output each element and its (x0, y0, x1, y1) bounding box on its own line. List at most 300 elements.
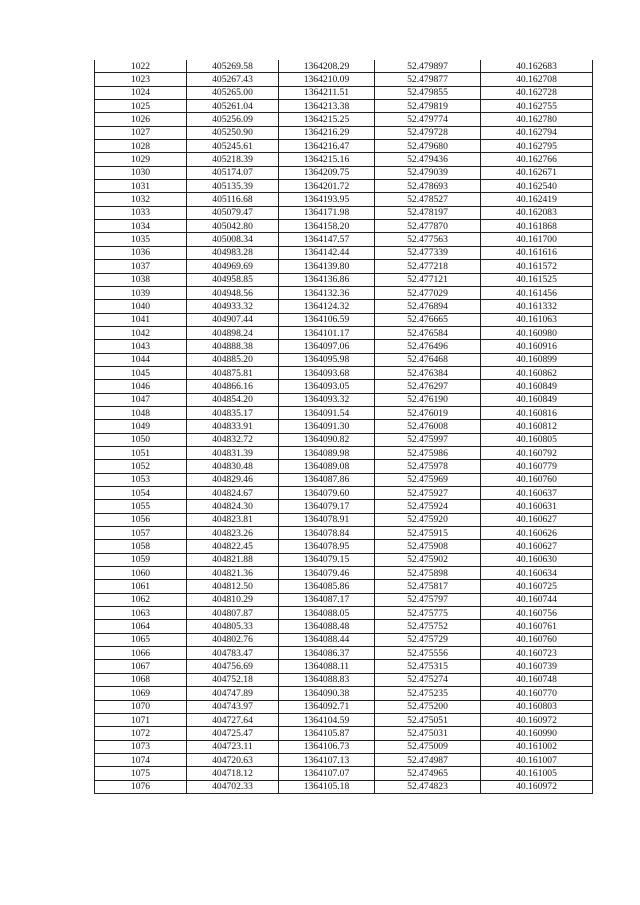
table-row (95, 60, 593, 73)
point-number-cell: 1045 (95, 366, 187, 379)
northing-cell: 1364193.95 (279, 193, 375, 206)
latitude-cell: 52.475986 (375, 446, 481, 459)
point-number-cell: 1052 (95, 460, 187, 473)
point-number-cell: 1041 (95, 313, 187, 326)
northing-cell: 1364089.98 (279, 446, 375, 459)
latitude-cell: 52.475556 (375, 647, 481, 660)
easting-cell: 404983.28 (187, 246, 279, 259)
northing-cell: 1364091.54 (279, 406, 375, 419)
point-number-cell: 1035 (95, 233, 187, 246)
table-row (95, 126, 593, 139)
latitude-cell: 52.475051 (375, 713, 481, 726)
latitude-cell: 52.476019 (375, 406, 481, 419)
table-row (95, 460, 593, 473)
point-number-cell: 1056 (95, 513, 187, 526)
longitude-cell: 40.160779 (481, 460, 593, 473)
table-row (95, 180, 593, 193)
table-row (95, 353, 593, 366)
table-row (95, 153, 593, 166)
table-row (95, 753, 593, 766)
point-number-cell: 1026 (95, 113, 187, 126)
point-number-cell: 1072 (95, 727, 187, 740)
longitude-cell: 40.160627 (481, 540, 593, 553)
northing-cell: 1364097.06 (279, 340, 375, 353)
longitude-cell: 40.160761 (481, 620, 593, 633)
latitude-cell: 52.479877 (375, 73, 481, 86)
latitude-cell: 52.474987 (375, 753, 481, 766)
table-row (95, 433, 593, 446)
longitude-cell: 40.161007 (481, 753, 593, 766)
longitude-cell: 40.162780 (481, 113, 593, 126)
easting-cell: 404888.38 (187, 340, 279, 353)
longitude-cell: 40.160634 (481, 567, 593, 580)
northing-cell: 1364087.17 (279, 593, 375, 606)
latitude-cell: 52.477563 (375, 233, 481, 246)
latitude-cell: 52.479680 (375, 140, 481, 153)
northing-cell: 1364158.20 (279, 220, 375, 233)
northing-cell: 1364093.68 (279, 366, 375, 379)
easting-cell: 404824.30 (187, 500, 279, 513)
latitude-cell: 52.475775 (375, 607, 481, 620)
longitude-cell: 40.161456 (481, 286, 593, 299)
easting-cell: 404830.48 (187, 460, 279, 473)
easting-cell: 404907.44 (187, 313, 279, 326)
easting-cell: 404718.12 (187, 767, 279, 780)
easting-cell: 405245.61 (187, 140, 279, 153)
latitude-cell: 52.479039 (375, 166, 481, 179)
longitude-cell: 40.162419 (481, 193, 593, 206)
northing-cell: 1364107.07 (279, 767, 375, 780)
easting-cell: 405116.68 (187, 193, 279, 206)
longitude-cell: 40.162794 (481, 126, 593, 139)
point-number-cell: 1068 (95, 673, 187, 686)
table-row (95, 580, 593, 593)
table-row (95, 553, 593, 566)
northing-cell: 1364201.72 (279, 180, 375, 193)
point-number-cell: 1047 (95, 393, 187, 406)
point-number-cell: 1040 (95, 300, 187, 313)
easting-cell: 405218.39 (187, 153, 279, 166)
northing-cell: 1364215.25 (279, 113, 375, 126)
easting-cell: 404752.18 (187, 673, 279, 686)
easting-cell: 404810.29 (187, 593, 279, 606)
northing-cell: 1364124.32 (279, 300, 375, 313)
point-number-cell: 1027 (95, 126, 187, 139)
point-number-cell: 1066 (95, 647, 187, 660)
latitude-cell: 52.479728 (375, 126, 481, 139)
latitude-cell: 52.475200 (375, 700, 481, 713)
longitude-cell: 40.162540 (481, 180, 593, 193)
northing-cell: 1364093.32 (279, 393, 375, 406)
latitude-cell: 52.476496 (375, 340, 481, 353)
northing-cell: 1364139.80 (279, 260, 375, 273)
easting-cell: 404727.64 (187, 713, 279, 726)
easting-cell: 404747.89 (187, 687, 279, 700)
latitude-cell: 52.475927 (375, 487, 481, 500)
easting-cell: 405008.34 (187, 233, 279, 246)
point-number-cell: 1029 (95, 153, 187, 166)
longitude-cell: 40.160849 (481, 393, 593, 406)
latitude-cell: 52.475797 (375, 593, 481, 606)
table-row (95, 86, 593, 99)
latitude-cell: 52.477218 (375, 260, 481, 273)
easting-cell: 405042.80 (187, 220, 279, 233)
table-row (95, 673, 593, 686)
table-row (95, 420, 593, 433)
longitude-cell: 40.160980 (481, 326, 593, 339)
point-number-cell: 1044 (95, 353, 187, 366)
point-number-cell: 1064 (95, 620, 187, 633)
easting-cell: 404969.69 (187, 260, 279, 273)
point-number-cell: 1061 (95, 580, 187, 593)
longitude-cell: 40.162708 (481, 73, 593, 86)
longitude-cell: 40.160849 (481, 380, 593, 393)
latitude-cell: 52.475920 (375, 513, 481, 526)
point-number-cell: 1046 (95, 380, 187, 393)
point-number-cell: 1038 (95, 273, 187, 286)
table-row (95, 366, 593, 379)
latitude-cell: 52.476584 (375, 326, 481, 339)
latitude-cell: 52.475969 (375, 473, 481, 486)
northing-cell: 1364095.98 (279, 353, 375, 366)
easting-cell: 404823.26 (187, 527, 279, 540)
point-number-cell: 1051 (95, 446, 187, 459)
longitude-cell: 40.160627 (481, 513, 593, 526)
northing-cell: 1364093.05 (279, 380, 375, 393)
point-number-cell: 1076 (95, 780, 187, 793)
longitude-cell: 40.161005 (481, 767, 593, 780)
latitude-cell: 52.478197 (375, 206, 481, 219)
northing-cell: 1364210.09 (279, 73, 375, 86)
northing-cell: 1364216.47 (279, 140, 375, 153)
northing-cell: 1364106.73 (279, 740, 375, 753)
easting-cell: 404805.33 (187, 620, 279, 633)
easting-cell: 404723.11 (187, 740, 279, 753)
latitude-cell: 52.475915 (375, 527, 481, 540)
latitude-cell: 52.479855 (375, 86, 481, 99)
northing-cell: 1364089.08 (279, 460, 375, 473)
table-row (95, 166, 593, 179)
longitude-cell: 40.160756 (481, 607, 593, 620)
easting-cell: 404854.20 (187, 393, 279, 406)
table-row (95, 260, 593, 273)
longitude-cell: 40.161616 (481, 246, 593, 259)
longitude-cell: 40.161868 (481, 220, 593, 233)
easting-cell: 404725.47 (187, 727, 279, 740)
easting-cell: 404802.76 (187, 633, 279, 646)
point-number-cell: 1042 (95, 326, 187, 339)
latitude-cell: 52.475997 (375, 433, 481, 446)
table-row (95, 113, 593, 126)
table-row (95, 767, 593, 780)
northing-cell: 1364136.86 (279, 273, 375, 286)
latitude-cell: 52.476190 (375, 393, 481, 406)
northing-cell: 1364105.18 (279, 780, 375, 793)
easting-cell: 405256.09 (187, 113, 279, 126)
easting-cell: 404702.33 (187, 780, 279, 793)
table-row (95, 140, 593, 153)
latitude-cell: 52.479774 (375, 113, 481, 126)
table-row (95, 340, 593, 353)
longitude-cell: 40.161332 (481, 300, 593, 313)
point-number-cell: 1036 (95, 246, 187, 259)
point-number-cell: 1062 (95, 593, 187, 606)
easting-cell: 404933.32 (187, 300, 279, 313)
easting-cell: 404885.20 (187, 353, 279, 366)
point-number-cell: 1069 (95, 687, 187, 700)
table-row (95, 380, 593, 393)
northing-cell: 1364079.46 (279, 567, 375, 580)
point-number-cell: 1071 (95, 713, 187, 726)
longitude-cell: 40.160760 (481, 633, 593, 646)
table-row (95, 326, 593, 339)
point-number-cell: 1033 (95, 206, 187, 219)
easting-cell: 404807.87 (187, 607, 279, 620)
easting-cell: 404948.56 (187, 286, 279, 299)
latitude-cell: 52.475729 (375, 633, 481, 646)
latitude-cell: 52.475752 (375, 620, 481, 633)
point-number-cell: 1031 (95, 180, 187, 193)
longitude-cell: 40.160760 (481, 473, 593, 486)
longitude-cell: 40.160899 (481, 353, 593, 366)
table-row (95, 540, 593, 553)
table-row (95, 727, 593, 740)
longitude-cell: 40.160916 (481, 340, 593, 353)
latitude-cell: 52.476297 (375, 380, 481, 393)
easting-cell: 404958.85 (187, 273, 279, 286)
northing-cell: 1364209.75 (279, 166, 375, 179)
latitude-cell: 52.475898 (375, 567, 481, 580)
latitude-cell: 52.476008 (375, 420, 481, 433)
point-number-cell: 1028 (95, 140, 187, 153)
northing-cell: 1364104.59 (279, 713, 375, 726)
longitude-cell: 40.162671 (481, 166, 593, 179)
northing-cell: 1364079.60 (279, 487, 375, 500)
table-row (95, 246, 593, 259)
northing-cell: 1364086.37 (279, 647, 375, 660)
latitude-cell: 52.477121 (375, 273, 481, 286)
easting-cell: 404812.50 (187, 580, 279, 593)
northing-cell: 1364107.13 (279, 753, 375, 766)
longitude-cell: 40.160862 (481, 366, 593, 379)
table-row (95, 620, 593, 633)
longitude-cell: 40.160792 (481, 446, 593, 459)
table-row (95, 567, 593, 580)
longitude-cell: 40.160805 (481, 433, 593, 446)
latitude-cell: 52.475902 (375, 553, 481, 566)
longitude-cell: 40.160739 (481, 660, 593, 673)
easting-cell: 404832.72 (187, 433, 279, 446)
table-row (95, 273, 593, 286)
table-row (95, 406, 593, 419)
easting-cell: 404783.47 (187, 647, 279, 660)
northing-cell: 1364211.51 (279, 86, 375, 99)
point-number-cell: 1030 (95, 166, 187, 179)
northing-cell: 1364215.16 (279, 153, 375, 166)
table-row (95, 527, 593, 540)
latitude-cell: 52.475031 (375, 727, 481, 740)
latitude-cell: 52.476468 (375, 353, 481, 366)
northing-cell: 1364216.29 (279, 126, 375, 139)
northing-cell: 1364208.29 (279, 60, 375, 73)
easting-cell: 405265.00 (187, 86, 279, 99)
longitude-cell: 40.160744 (481, 593, 593, 606)
point-number-cell: 1022 (95, 60, 187, 73)
table-row (95, 100, 593, 113)
easting-cell: 405135.39 (187, 180, 279, 193)
latitude-cell: 52.477339 (375, 246, 481, 259)
table-row (95, 286, 593, 299)
longitude-cell: 40.160626 (481, 527, 593, 540)
latitude-cell: 52.475978 (375, 460, 481, 473)
point-number-cell: 1075 (95, 767, 187, 780)
northing-cell: 1364171.98 (279, 206, 375, 219)
easting-cell: 405269.58 (187, 60, 279, 73)
latitude-cell: 52.474823 (375, 780, 481, 793)
table-row (95, 313, 593, 326)
northing-cell: 1364079.15 (279, 553, 375, 566)
latitude-cell: 52.475235 (375, 687, 481, 700)
table-row (95, 647, 593, 660)
northing-cell: 1364078.91 (279, 513, 375, 526)
northing-cell: 1364088.83 (279, 673, 375, 686)
easting-cell: 405267.43 (187, 73, 279, 86)
longitude-cell: 40.160723 (481, 647, 593, 660)
latitude-cell: 52.477029 (375, 286, 481, 299)
easting-cell: 404821.88 (187, 553, 279, 566)
latitude-cell: 52.475924 (375, 500, 481, 513)
point-number-cell: 1067 (95, 660, 187, 673)
northing-cell: 1364078.84 (279, 527, 375, 540)
longitude-cell: 40.162683 (481, 60, 593, 73)
coordinates-table (94, 60, 593, 794)
table-row (95, 73, 593, 86)
northing-cell: 1364090.82 (279, 433, 375, 446)
northing-cell: 1364106.59 (279, 313, 375, 326)
table-row (95, 233, 593, 246)
point-number-cell: 1059 (95, 553, 187, 566)
table-body (95, 60, 593, 793)
point-number-cell: 1074 (95, 753, 187, 766)
northing-cell: 1364078.95 (279, 540, 375, 553)
point-number-cell: 1043 (95, 340, 187, 353)
point-number-cell: 1037 (95, 260, 187, 273)
table-row (95, 500, 593, 513)
easting-cell: 404829.46 (187, 473, 279, 486)
easting-cell: 404743.97 (187, 700, 279, 713)
longitude-cell: 40.160972 (481, 713, 593, 726)
latitude-cell: 52.475009 (375, 740, 481, 753)
table-row (95, 193, 593, 206)
northing-cell: 1364147.57 (279, 233, 375, 246)
northing-cell: 1364085.86 (279, 580, 375, 593)
longitude-cell: 40.160972 (481, 780, 593, 793)
latitude-cell: 52.479436 (375, 153, 481, 166)
latitude-cell: 52.479819 (375, 100, 481, 113)
easting-cell: 404824.67 (187, 487, 279, 500)
easting-cell: 404835.17 (187, 406, 279, 419)
table-row (95, 593, 593, 606)
easting-cell: 405174.07 (187, 166, 279, 179)
table-row (95, 740, 593, 753)
northing-cell: 1364105.87 (279, 727, 375, 740)
longitude-cell: 40.161572 (481, 260, 593, 273)
point-number-cell: 1060 (95, 567, 187, 580)
point-number-cell: 1055 (95, 500, 187, 513)
easting-cell: 404898.24 (187, 326, 279, 339)
longitude-cell: 40.161063 (481, 313, 593, 326)
table-row (95, 446, 593, 459)
longitude-cell: 40.161700 (481, 233, 593, 246)
point-number-cell: 1053 (95, 473, 187, 486)
easting-cell: 404866.16 (187, 380, 279, 393)
latitude-cell: 52.477870 (375, 220, 481, 233)
longitude-cell: 40.160990 (481, 727, 593, 740)
point-number-cell: 1057 (95, 527, 187, 540)
northing-cell: 1364213.38 (279, 100, 375, 113)
latitude-cell: 52.475315 (375, 660, 481, 673)
table-row (95, 300, 593, 313)
latitude-cell: 52.478693 (375, 180, 481, 193)
longitude-cell: 40.162766 (481, 153, 593, 166)
longitude-cell: 40.161002 (481, 740, 593, 753)
easting-cell: 404831.39 (187, 446, 279, 459)
longitude-cell: 40.160637 (481, 487, 593, 500)
northing-cell: 1364090.38 (279, 687, 375, 700)
table-row (95, 206, 593, 219)
point-number-cell: 1032 (95, 193, 187, 206)
table-row (95, 713, 593, 726)
longitude-cell: 40.160812 (481, 420, 593, 433)
point-number-cell: 1058 (95, 540, 187, 553)
table-row (95, 487, 593, 500)
point-number-cell: 1034 (95, 220, 187, 233)
northing-cell: 1364079.17 (279, 500, 375, 513)
northing-cell: 1364088.44 (279, 633, 375, 646)
table-row (95, 700, 593, 713)
point-number-cell: 1070 (95, 700, 187, 713)
longitude-cell: 40.160631 (481, 500, 593, 513)
longitude-cell: 40.160630 (481, 553, 593, 566)
easting-cell: 404875.81 (187, 366, 279, 379)
table-row (95, 687, 593, 700)
longitude-cell: 40.162728 (481, 86, 593, 99)
table-row (95, 660, 593, 673)
northing-cell: 1364091.30 (279, 420, 375, 433)
longitude-cell: 40.160748 (481, 673, 593, 686)
longitude-cell: 40.161525 (481, 273, 593, 286)
latitude-cell: 52.478527 (375, 193, 481, 206)
northing-cell: 1364087.86 (279, 473, 375, 486)
table-row (95, 633, 593, 646)
longitude-cell: 40.160816 (481, 406, 593, 419)
point-number-cell: 1063 (95, 607, 187, 620)
table-row (95, 220, 593, 233)
point-number-cell: 1073 (95, 740, 187, 753)
table-row (95, 393, 593, 406)
latitude-cell: 52.475908 (375, 540, 481, 553)
longitude-cell: 40.160725 (481, 580, 593, 593)
easting-cell: 404833.91 (187, 420, 279, 433)
northing-cell: 1364088.11 (279, 660, 375, 673)
northing-cell: 1364142.44 (279, 246, 375, 259)
point-number-cell: 1023 (95, 73, 187, 86)
point-number-cell: 1024 (95, 86, 187, 99)
table-row (95, 473, 593, 486)
point-number-cell: 1039 (95, 286, 187, 299)
longitude-cell: 40.162083 (481, 206, 593, 219)
northing-cell: 1364088.48 (279, 620, 375, 633)
